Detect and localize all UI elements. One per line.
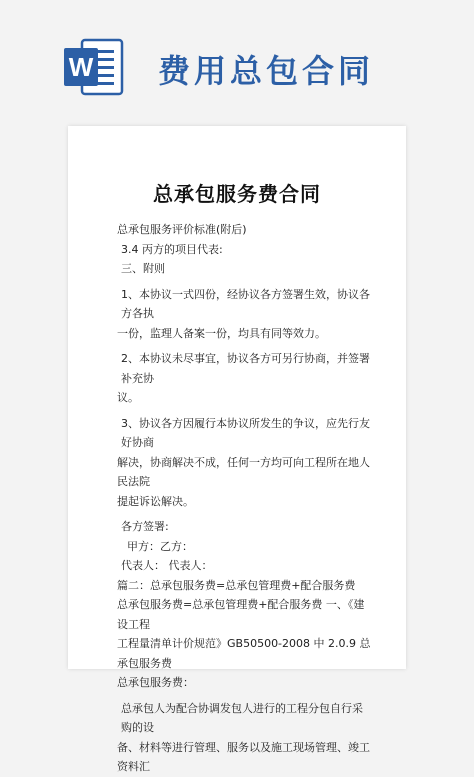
doc-line: 篇二：总承包服务费=总承包管理费+配合服务费 bbox=[117, 578, 356, 592]
document-title: 总承包服务费合同 bbox=[153, 182, 321, 206]
word-document-icon bbox=[62, 36, 124, 98]
doc-line: 总承包人为配合协调发包人进行的工程分包自行采购的设 bbox=[121, 701, 363, 734]
doc-line: 议。 bbox=[117, 391, 139, 404]
doc-line: 各方签署: bbox=[121, 520, 169, 533]
doc-line: 3.4 丙方的项目代表: bbox=[121, 242, 223, 256]
doc-line: 工程量清单计价规范》GB50500-2008 中 2.0.9 总承包服务费 bbox=[117, 637, 371, 670]
document-body bbox=[117, 220, 373, 777]
doc-line: 甲方：乙方： bbox=[127, 539, 193, 553]
doc-line: 1、本协议一式四份，经协议各方签署生效，协议各方各执 bbox=[121, 287, 370, 320]
doc-line: 代表人： 代表人： bbox=[121, 559, 213, 572]
doc-line: 2、本协议未尽事宜，协议各方可另行协商，并签署补充协 bbox=[121, 352, 370, 385]
doc-line: 提起诉讼解决。 bbox=[117, 494, 194, 508]
doc-line: 总承包服务费=总承包管理费+配合服务费 一、《建设工程 bbox=[117, 598, 365, 631]
header-title: 费用总包合同 bbox=[158, 52, 375, 90]
doc-line: 三、附则 bbox=[121, 262, 165, 275]
page-header bbox=[0, 0, 474, 110]
word-icon-letter: W bbox=[68, 52, 94, 82]
doc-line: 总承包服务费： bbox=[117, 676, 194, 689]
doc-line: 备、材料等进行管理、服务以及施工现场管理、竣工资料汇 bbox=[117, 740, 370, 773]
doc-line: 3、协议各方因履行本协议所发生的争议，应先行友好协商 bbox=[121, 416, 370, 449]
doc-line: 一份，监理人备案一份，均具有同等效力。 bbox=[117, 326, 326, 340]
doc-line: 总承包服务评价标准(附后) bbox=[117, 223, 247, 236]
document-page bbox=[68, 126, 406, 773]
doc-line: 解决，协商解决不成，任何一方均可向工程所在地人民法院 bbox=[117, 455, 370, 488]
